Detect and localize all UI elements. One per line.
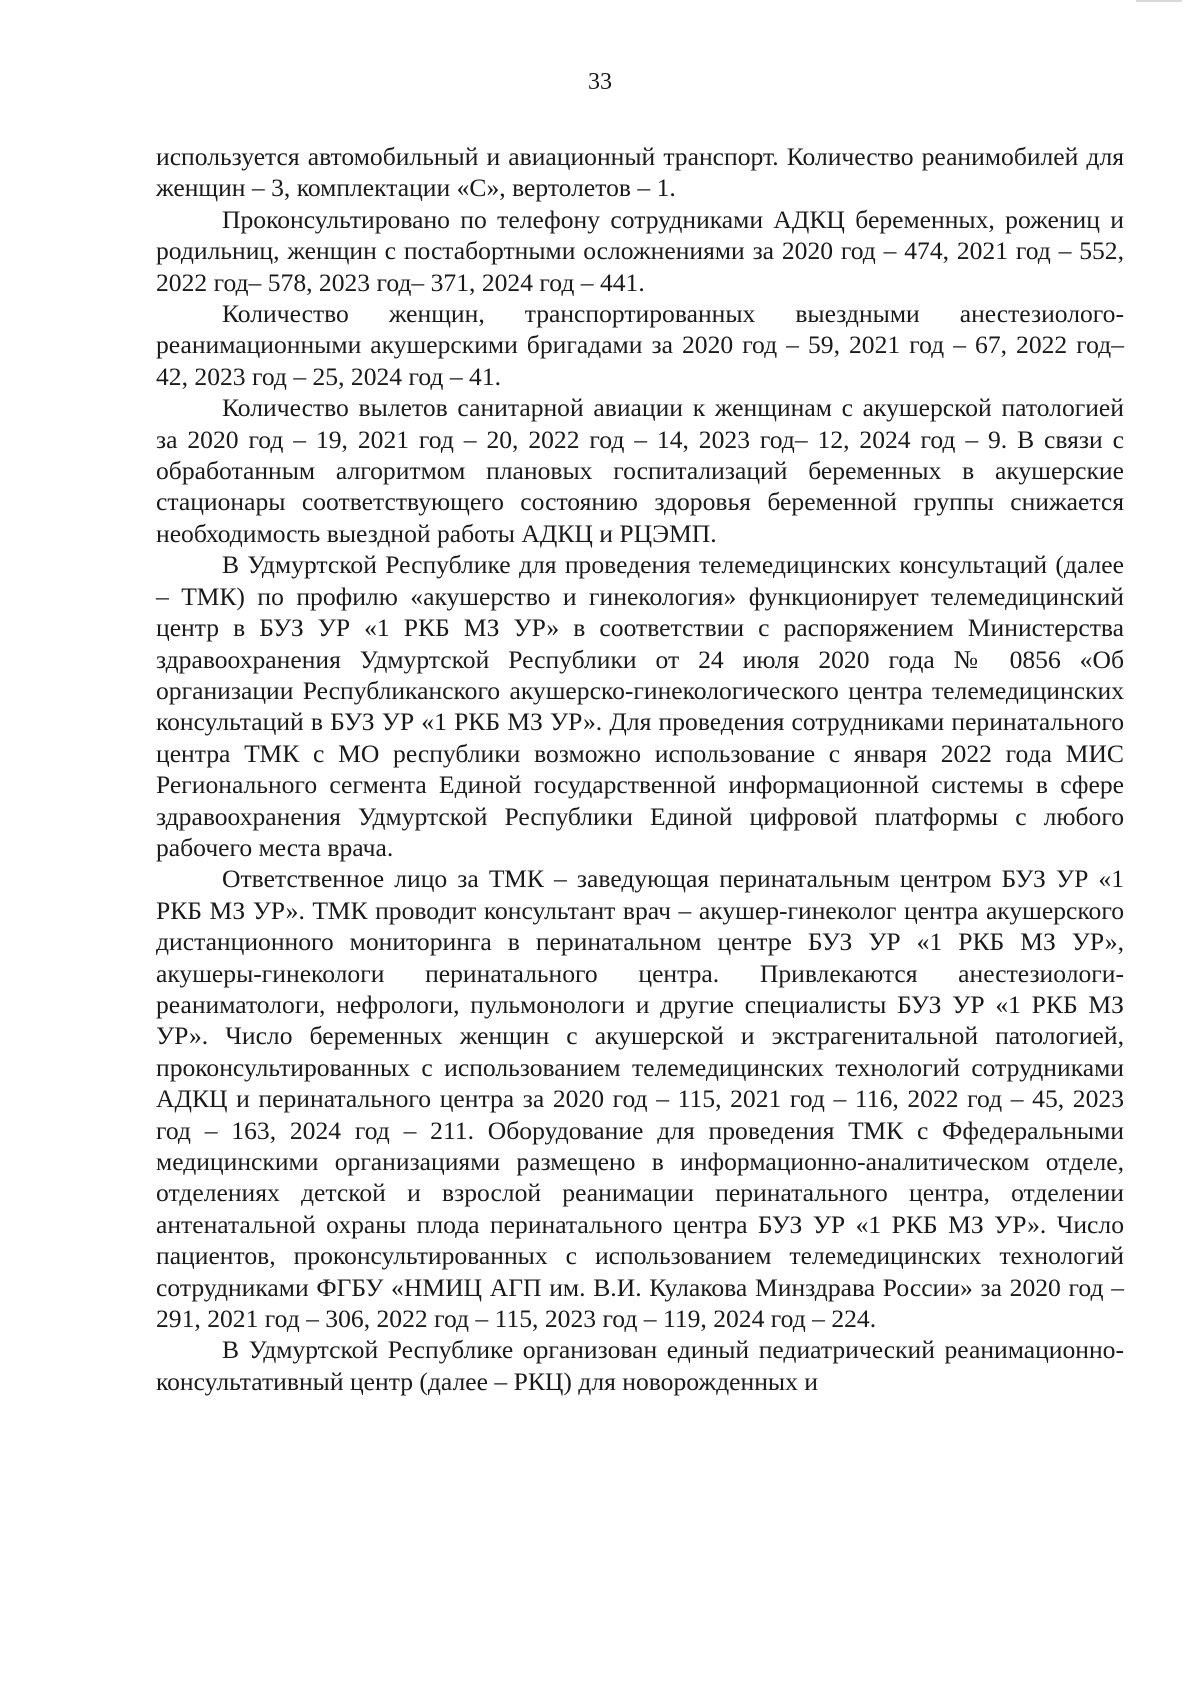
scan-edge-mark	[1136, 0, 1182, 2]
paragraph-transported-women: Количество женщин, транспортированных выездными анестезиолого-реанимационными акушерскими бригадами за 2020 год – 59, 2021 год – 67, 2022 год– 42, 2023 год – 25, 2024 год – 41.	[156, 299, 1124, 391]
paragraph-pediatric-center: В Удмуртской Республике организован единый педиатрический реанимационно-консультативный центр (далее – РКЦ) для новорожденных и	[156, 1335, 1124, 1396]
document-body	[156, 141, 1124, 1397]
paragraph-phone-consultations: Проконсультировано по телефону сотрудниками АДКЦ беременных, рожениц и родильниц, женщин с постабортными осложнениями за 2020 год – 474, 2021 год – 552, 2022 год– 578, 2023 год– 371, 2024 год – 441.	[156, 204, 1124, 297]
paragraph-air-ambulance: Количество вылетов санитарной авиации к женщинам с акушерской патологией за 2020 год – 19, 2021 год – 20, 2022 год – 14, 2023 год– 12, 2024 год – 9. В связи с обработанным алгоритмом плановых госпитализаций беременных в акушерские стационары соответствующего состоянию здоровья беременной группы снижается необходимость выездной работы АДКЦ и РЦЭМП.	[156, 393, 1124, 548]
page-number: 33	[588, 69, 612, 95]
paragraph-transport: используется автомобильный и авиационный транспорт. Количество реанимобилей для женщин – 3, комплектации «С», вертолетов – 1.	[156, 142, 1124, 203]
paragraph-tmk-responsibility: Ответственное лицо за ТМК – заведующая перинатальным центром БУЗ УР «1 РКБ МЗ УР». ТМК проводит консультант врач – акушер-гинеколог центра акушерского дистанционного мониторинга в перинатальном центре БУЗ УР «1 РКБ МЗ УР», акушеры-гинекологи перинатального центра. Привлекаются анестезиологи-реаниматологи, нефрологи, пульмонологи и другие специалисты БУЗ УР «1 РКБ МЗ УР». Число беременных женщин с акушерской и экстрагенитальной патологией, проконсультированных с использованием телемедицинских технологий сотрудниками АДКЦ и перинатального центра за 2020 год – 115, 2021 год – 116, 2022 год – 45, 2023 год – 163, 2024 год – 211. Оборудование для проведения ТМК с Ффедеральными медицинскими организациями размещено в информационно-аналитическом отделе, отделениях детской и взрослой реанимации перинатального центра, отделении антенатальной охраны плода перинатального центра БУЗ УР «1 РКБ МЗ УР». Число пациентов, проконсультированных с использованием телемедицинских технологий сотрудниками ФГБУ «НМИЦ АГП им. В.И. Кулакова Минздрава России» за 2020 год – 291, 2021 год – 306, 2022 год – 115, 2023 год – 119, 2024 год – 224.	[156, 864, 1124, 1334]
paragraph-telemedicine-center: В Удмуртской Республике для проведения телемедицинских консультаций (далее – ТМК) по профилю «акушерство и гинекология» функционирует телемедицинский центр в БУЗ УР «1 РКБ МЗ УР» в соответствии с распоряжением Министерства здравоохранения Удмуртской Республики от 24 июля 2020 года № 0856 «Об организации Республиканского акушерско-гинекологического центра телемедицинских консультаций в БУЗ УР «1 РКБ МЗ УР». Для проведения сотрудниками перинатального центра ТМК с МО республики возможно использование с января 2022 года МИС Регионального сегмента Единой государственной информационной системы в сфере здравоохранения Удмуртской Республики Единой цифровой платформы с любого рабочего места врача.	[156, 550, 1124, 862]
